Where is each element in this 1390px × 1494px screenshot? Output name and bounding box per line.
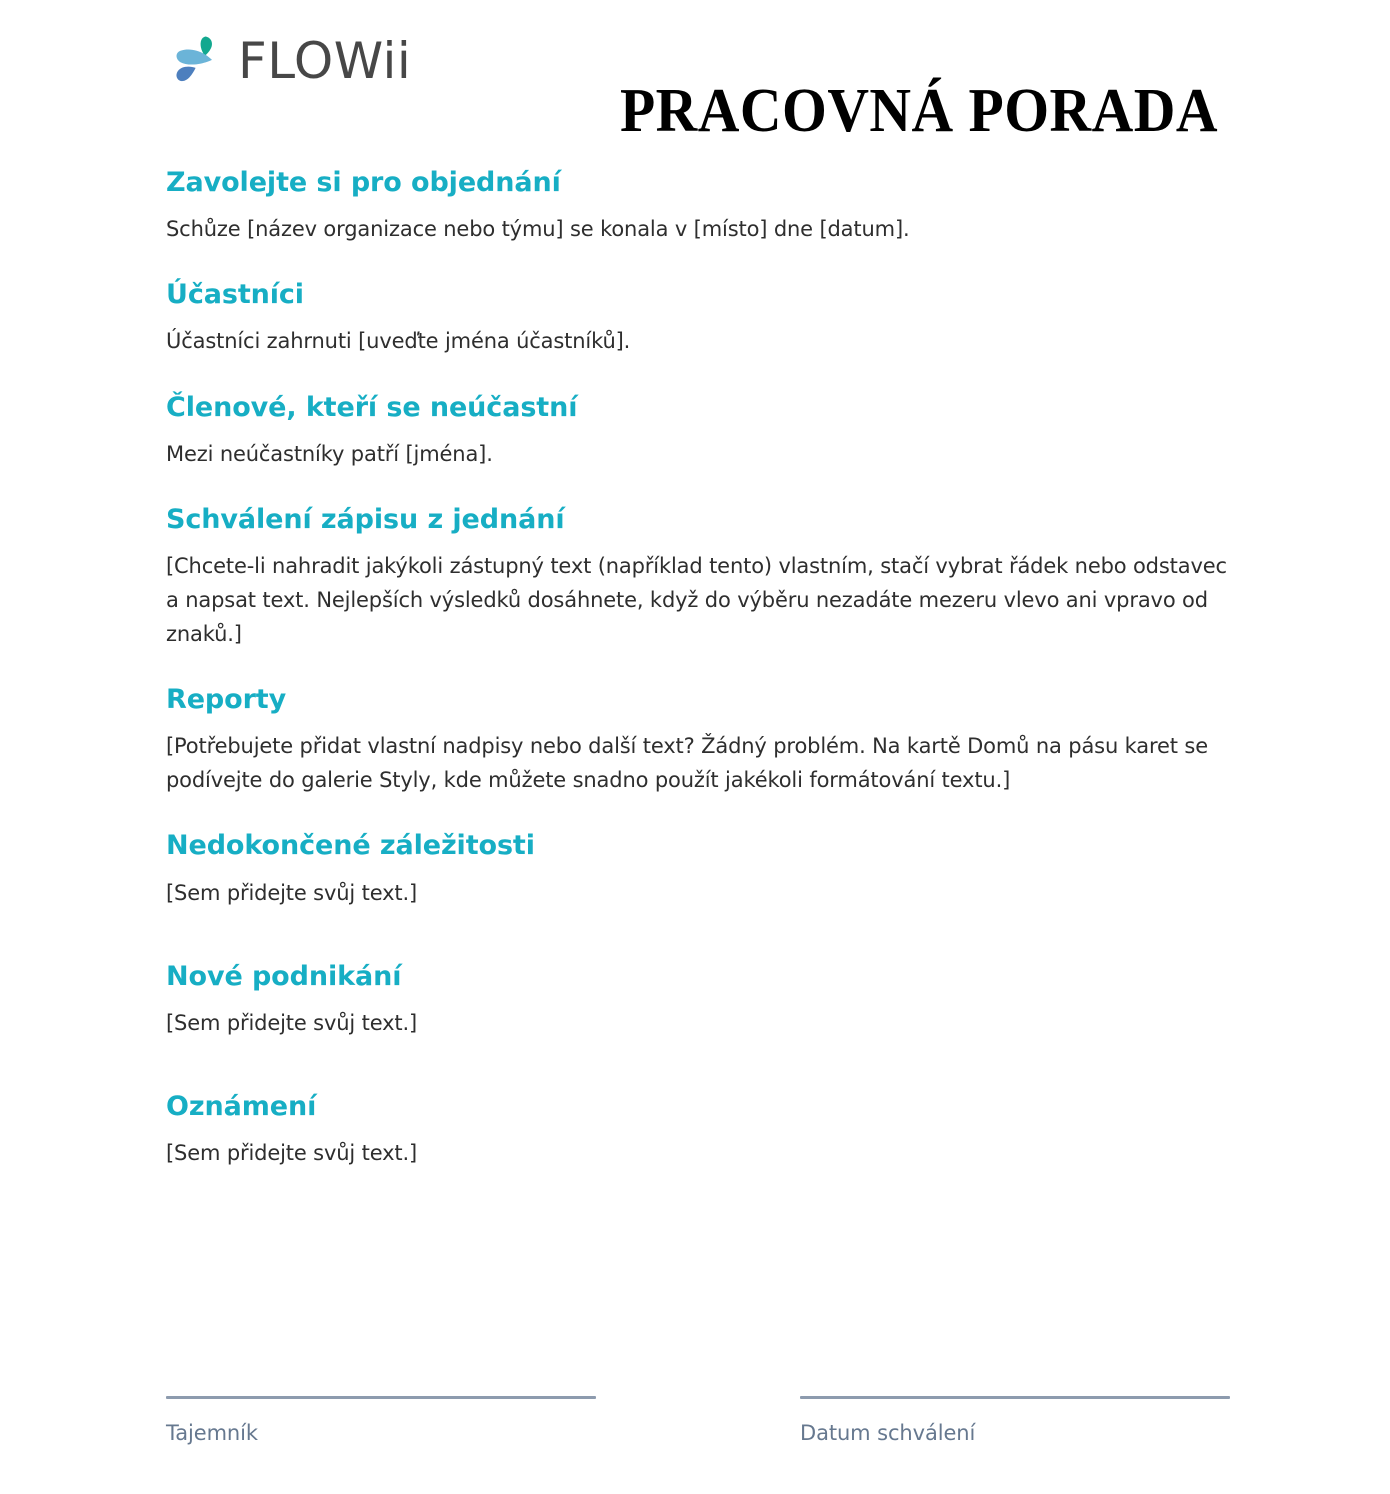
section-heading: Členové, kteří se neúčastní (166, 391, 578, 423)
section-heading: Účastníci (166, 279, 304, 311)
section-heading: Nedokončené záležitosti (166, 830, 535, 862)
section-zavolejte-si-pro-objednani (166, 168, 1236, 246)
section-heading: Zavolejte si pro objednání (166, 167, 561, 198)
section-body-text: Účastníci zahrnuti [uveďte jména účastníků]. (166, 329, 631, 354)
section-body-text: [Sem přidejte svůj text.] (166, 1141, 418, 1166)
section-schvaleni-zapisu-z-jednani (166, 505, 1236, 651)
section-heading: Nové podnikání (166, 960, 402, 992)
section-clenove-kteri-se-neucastni (166, 393, 1236, 471)
section-heading: Schválení zápisu z jednání (166, 503, 565, 535)
section-oznameni (166, 1092, 1236, 1170)
brand-wordmark: FLOWii (238, 32, 412, 90)
section-nedokoncene-zalezitosti (166, 831, 1236, 909)
signature-line (166, 1396, 596, 1399)
section-heading: Oznámení (166, 1090, 317, 1122)
section-body-text: Schůze [název organizace nebo týmu] se konala v [místo] dne [datum]. (166, 217, 910, 242)
document-body (166, 168, 1236, 1170)
section-heading: Reporty (166, 684, 287, 716)
section-body-text: [Sem přidejte svůj text.] (166, 880, 418, 905)
signature-line (800, 1396, 1230, 1399)
signature-block-secretary (166, 1396, 596, 1445)
section-body-text: Mezi neúčastníky patří [jména]. (166, 441, 493, 466)
signature-label: Tajemník (166, 1421, 258, 1445)
signature-block-approval-date (800, 1396, 1230, 1445)
flowii-droplets-icon (166, 32, 224, 90)
document-header (0, 26, 1390, 145)
document-title: PRACOVNÁ PORADA (620, 77, 1218, 145)
signature-label: Datum schválení (800, 1421, 976, 1445)
section-reporty (166, 685, 1236, 797)
section-nove-podnikani (166, 962, 1236, 1040)
section-body-text: [Sem přidejte svůj text.] (166, 1010, 418, 1035)
section-ucastnici (166, 280, 1236, 358)
signature-area (166, 1396, 1230, 1445)
section-body-text: [Chcete-li nahradit jakýkoli zástupný text (například tento) vlastním, stačí vybrat řádek nebo odstavec a napsat text. Nejlepších výsledků dosáhnete, když do výběru nezadáte mezeru vlevo ani vpravo od znaků.] (166, 553, 1227, 647)
section-body-text: [Potřebujete přidat vlastní nadpisy nebo další text? Žádný problém. Na kartě Domů na pásu karet se podívejte do galerie Styly, kde můžete snadno použít jakékoli formátování textu.] (166, 734, 1208, 793)
brand-logo (166, 32, 411, 90)
